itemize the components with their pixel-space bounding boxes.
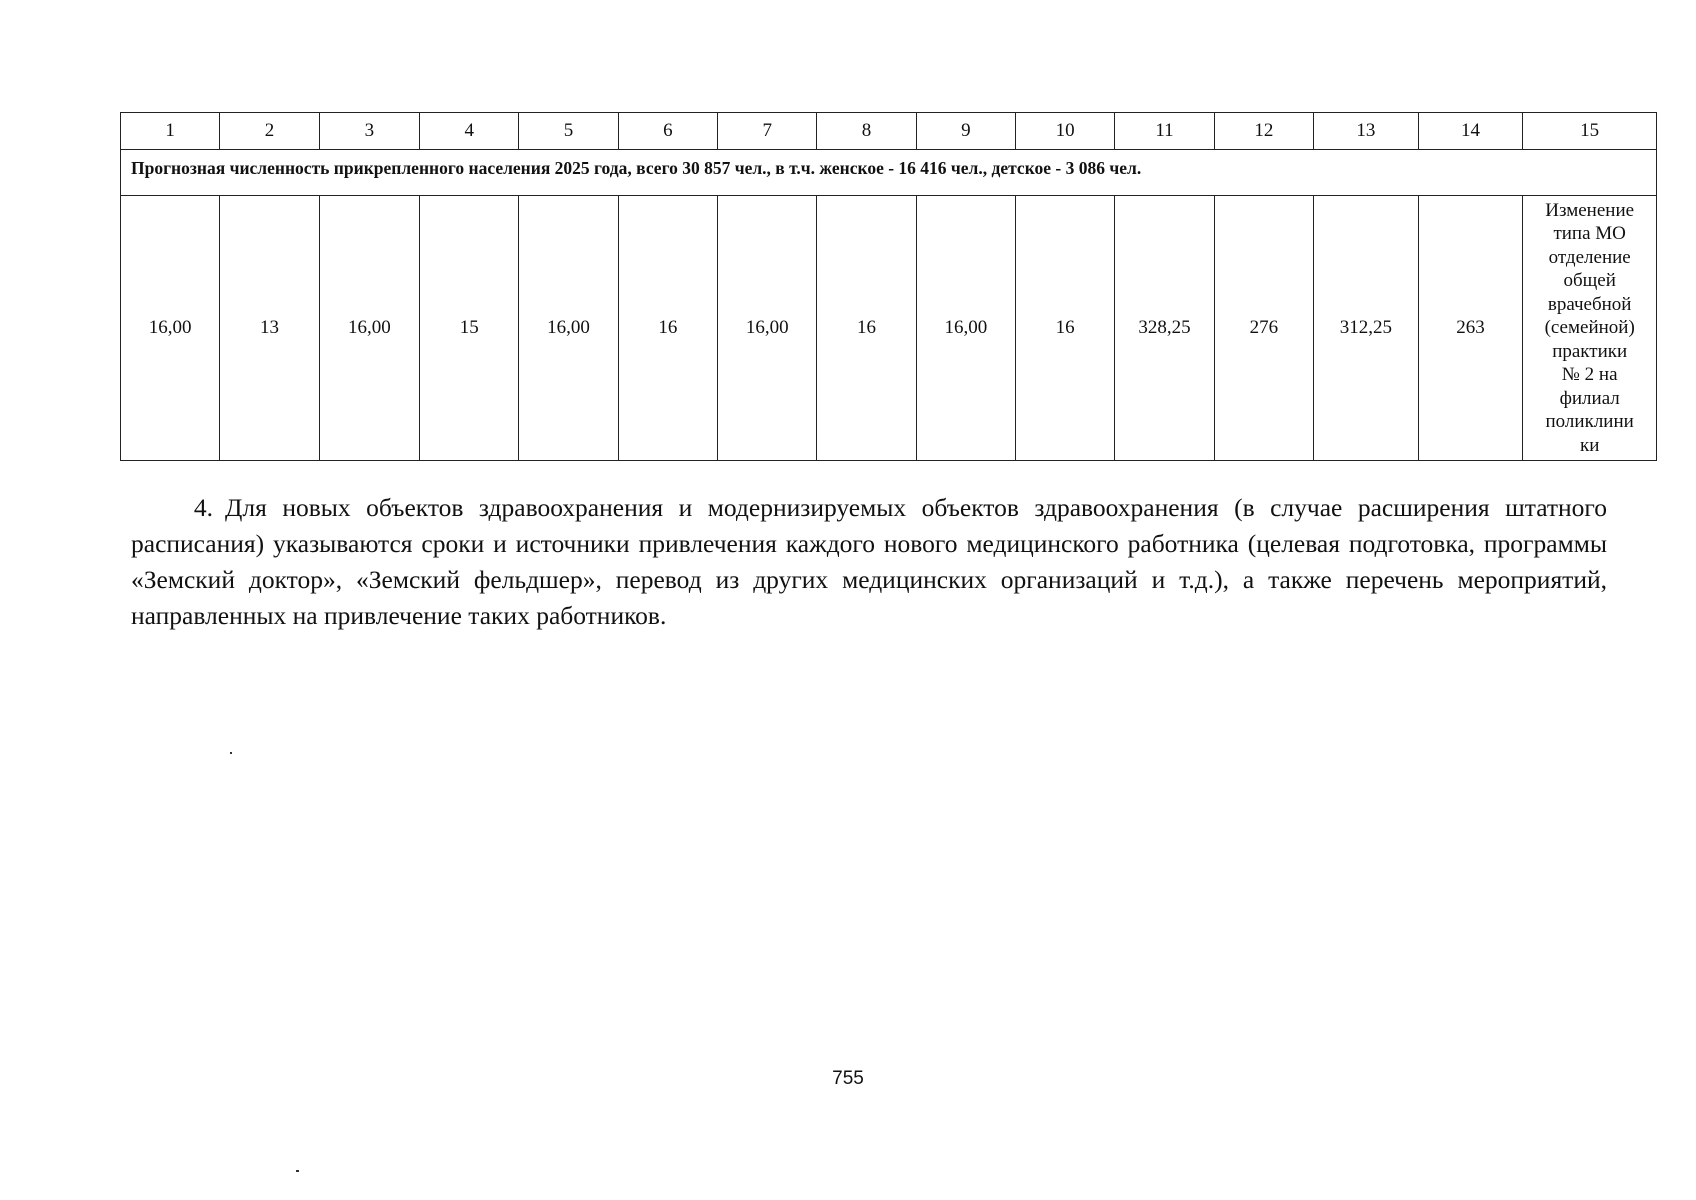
- value-cell: 13: [220, 196, 319, 461]
- paragraph-text: Для новых объектов здравоохранения и модернизируемых объектов здравоохранения (в случае расширения штатного расписания) указываются сроки и источники привлечения каждого нового медицинского работника (целевая подготовка, программы «Земский доктор», «Земский фельдшер», перевод из других медицинских организаций и т.д.), а также перечень мероприятий, направленных на привлечение таких работников.: [131, 493, 1607, 630]
- value-cell: 16,00: [121, 196, 220, 461]
- column-number: 6: [618, 113, 717, 150]
- column-number: 10: [1016, 113, 1115, 150]
- column-number: 2: [220, 113, 319, 150]
- note-line: филиал: [1559, 387, 1620, 409]
- staffing-table: [120, 112, 1657, 461]
- value-cell: 16,00: [718, 196, 817, 461]
- column-number: 1: [121, 113, 220, 150]
- column-number: 12: [1214, 113, 1313, 150]
- population-subheading-row: [121, 150, 1657, 196]
- value-cell: 16: [618, 196, 717, 461]
- column-number: 4: [420, 113, 519, 150]
- value-cell: 328,25: [1115, 196, 1214, 461]
- column-number: 8: [817, 113, 916, 150]
- column-number: 13: [1314, 113, 1419, 150]
- note-line: (семейной): [1544, 317, 1635, 339]
- note-line: ки: [1579, 434, 1600, 456]
- note-line: поликлини: [1545, 411, 1634, 433]
- note-line: Изменение: [1545, 199, 1635, 221]
- value-cell: 276: [1214, 196, 1313, 461]
- value-cell: 16,00: [916, 196, 1015, 461]
- column-number: 5: [519, 113, 618, 150]
- column-number-row: [121, 113, 1657, 150]
- page-number: 755: [832, 1068, 864, 1089]
- value-cell: 16: [817, 196, 916, 461]
- note-line: практики: [1552, 340, 1628, 362]
- note-line: № 2 на: [1561, 364, 1618, 386]
- column-number: 9: [916, 113, 1015, 150]
- value-cell: 16,00: [319, 196, 419, 461]
- note-cell: [1523, 196, 1657, 461]
- column-number: 3: [319, 113, 419, 150]
- value-cell: 312,25: [1314, 196, 1419, 461]
- note-line: типа МО: [1553, 223, 1626, 245]
- note-line: общей: [1563, 270, 1616, 292]
- note-line: врачебной: [1547, 293, 1632, 315]
- paragraph-number: 4.: [193, 493, 213, 522]
- scan-speck: [230, 752, 232, 754]
- column-number: 14: [1418, 113, 1523, 150]
- note-line: отделение: [1548, 246, 1631, 268]
- paragraph-4: [131, 490, 1607, 634]
- population-subheading: Прогнозная численность прикрепленного населения 2025 года, всего 30 857 чел., в т.ч. женское - 16 416 чел., детское - 3 086 чел.: [121, 150, 1657, 196]
- value-cell: 16: [1016, 196, 1115, 461]
- value-cell: 16,00: [519, 196, 618, 461]
- column-number: 11: [1115, 113, 1214, 150]
- column-number: 15: [1523, 113, 1657, 150]
- values-row: [121, 196, 1657, 461]
- value-cell: 15: [420, 196, 519, 461]
- column-number: 7: [718, 113, 817, 150]
- scan-speck: [296, 1170, 299, 1172]
- value-cell: 263: [1418, 196, 1523, 461]
